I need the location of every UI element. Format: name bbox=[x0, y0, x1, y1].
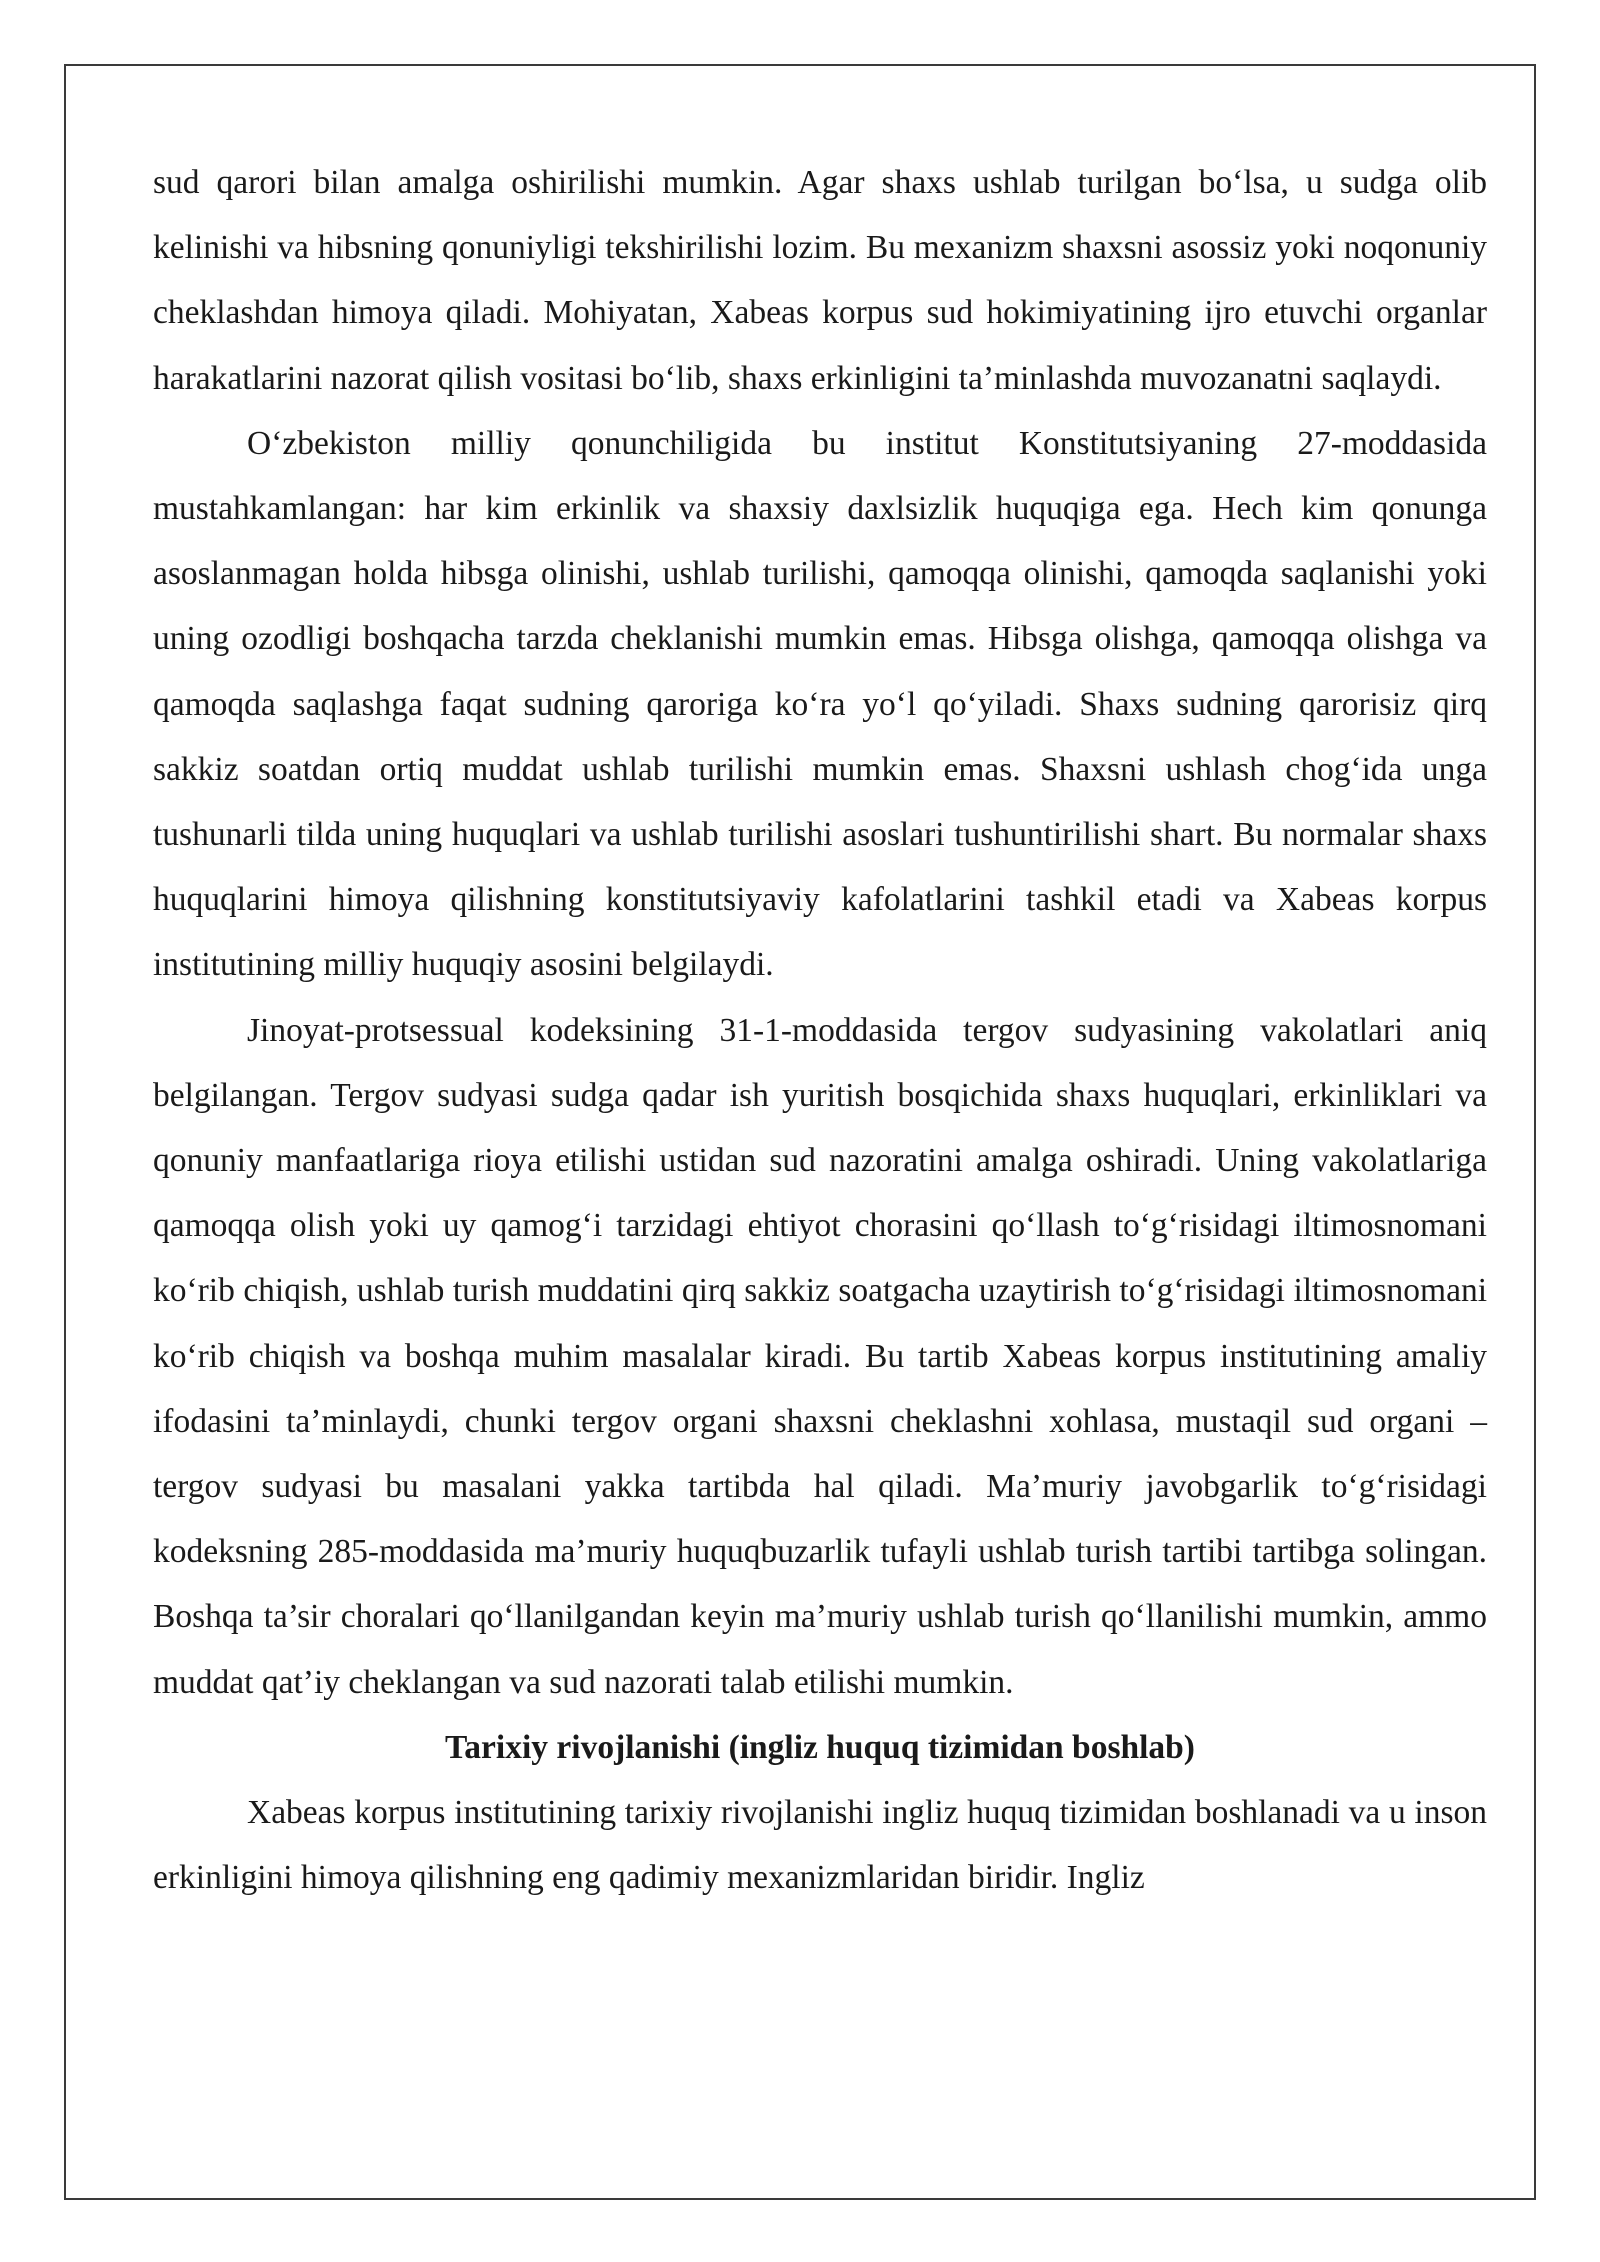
paragraph-constitution: O‘zbekiston milliy qonunchiligida bu institut Konstitutsiyaning 27-moddasida mustahkamlangan: har kim erkinlik va shaxsiy daxlsizlik huquqiga ega. Hech kim qonunga asoslanmagan holda hibsga olinishi, ushlab turilishi, qamoqqa olinishi, qamoqda saqlanishi yoki uning ozodligi boshqacha tarzda cheklanishi mumkin emas. Hibsga olishga, qamoqqa olishga va qamoqda saqlashga faqat sudning qaroriga ko‘ra yo‘l qo‘yiladi. Shaxs sudning qarorisiz qirq sakkiz soatdan ortiq muddat ushlab turilishi mumkin emas. Shaxsni ushlash chog‘ida unga tushunarli tilda uning huquqlari va ushlab turilishi asoslari tushuntirilishi shart. Bu normalar shaxs huquqlarini himoya qilishning konstitutsiyaviy kafolatlarini tashkil etadi va Xabeas korpus institutining milliy huquqiy asosini belgilaydi. bbox=[153, 424, 1487, 984]
section-heading: Tarixiy rivojlanishi (ingliz huquq tizimidan boshlab) bbox=[445, 1728, 1195, 1766]
paragraph-history: Xabeas korpus institutining tarixiy rivojlanishi ingliz huquq tizimidan boshlanadi va u inson erkinligini himoya qilishning eng qadimiy mexanizmlaridan biridir. Ingliz bbox=[153, 1794, 1487, 1897]
document-body bbox=[153, 150, 1487, 1910]
paragraph-criminal-procedure: Jinoyat-protsessual kodeksining 31-1-moddasida tergov sudyasining vakolatlari aniq belgilangan. Tergov sudyasi sudga qadar ish yuritish bosqichida shaxs huquqlari, erkinliklari va qonuniy manfaatlariga rioya etilishi ustidan sud nazoratini amalga oshiradi. Uning vakolatlariga qamoqqa olish yoki uy qamog‘i tarzidagi ehtiyot chorasini qo‘llash to‘g‘risidagi iltimosnomani ko‘rib chiqish, ushlab turish muddatini qirq sakkiz soatgacha uzaytirish to‘g‘risidagi iltimosnomani ko‘rib chiqish va boshqa muhim masalalar kiradi. Bu tartib Xabeas korpus institutining amaliy ifodasini ta’minlaydi, chunki tergov organi shaxsni cheklashni xohlasa, mustaqil sud organi – tergov sudyasi bu masalani yakka tartibda hal qiladi. Ma’muriy javobgarlik to‘g‘risidagi kodeksning 285-moddasida ma’muriy huquqbuzarlik tufayli ushlab turish tartibi tartibga solingan. Boshqa ta’sir choralari qo‘llanilgandan keyin ma’muriy ushlab turish qo‘llanilishi mumkin, ammo muddat qat’iy cheklangan va sud nazorati talab etilishi mumkin. bbox=[153, 1011, 1487, 1701]
paragraph-continuation: sud qarori bilan amalga oshirilishi mumkin. Agar shaxs ushlab turilgan bo‘lsa, u sudga olib kelinishi va hibsning qonuniyligi tekshirilishi lozim. Bu mexanizm shaxsni asossiz yoki noqonuniy cheklashdan himoya qiladi. Mohiyatan, Xabeas korpus sud hokimiyatining ijro etuvchi organlar harakatlarini nazorat qilish vositasi bo‘lib, shaxs erkinligini ta’minlashda muvozanatni saqlaydi. bbox=[153, 164, 1487, 397]
